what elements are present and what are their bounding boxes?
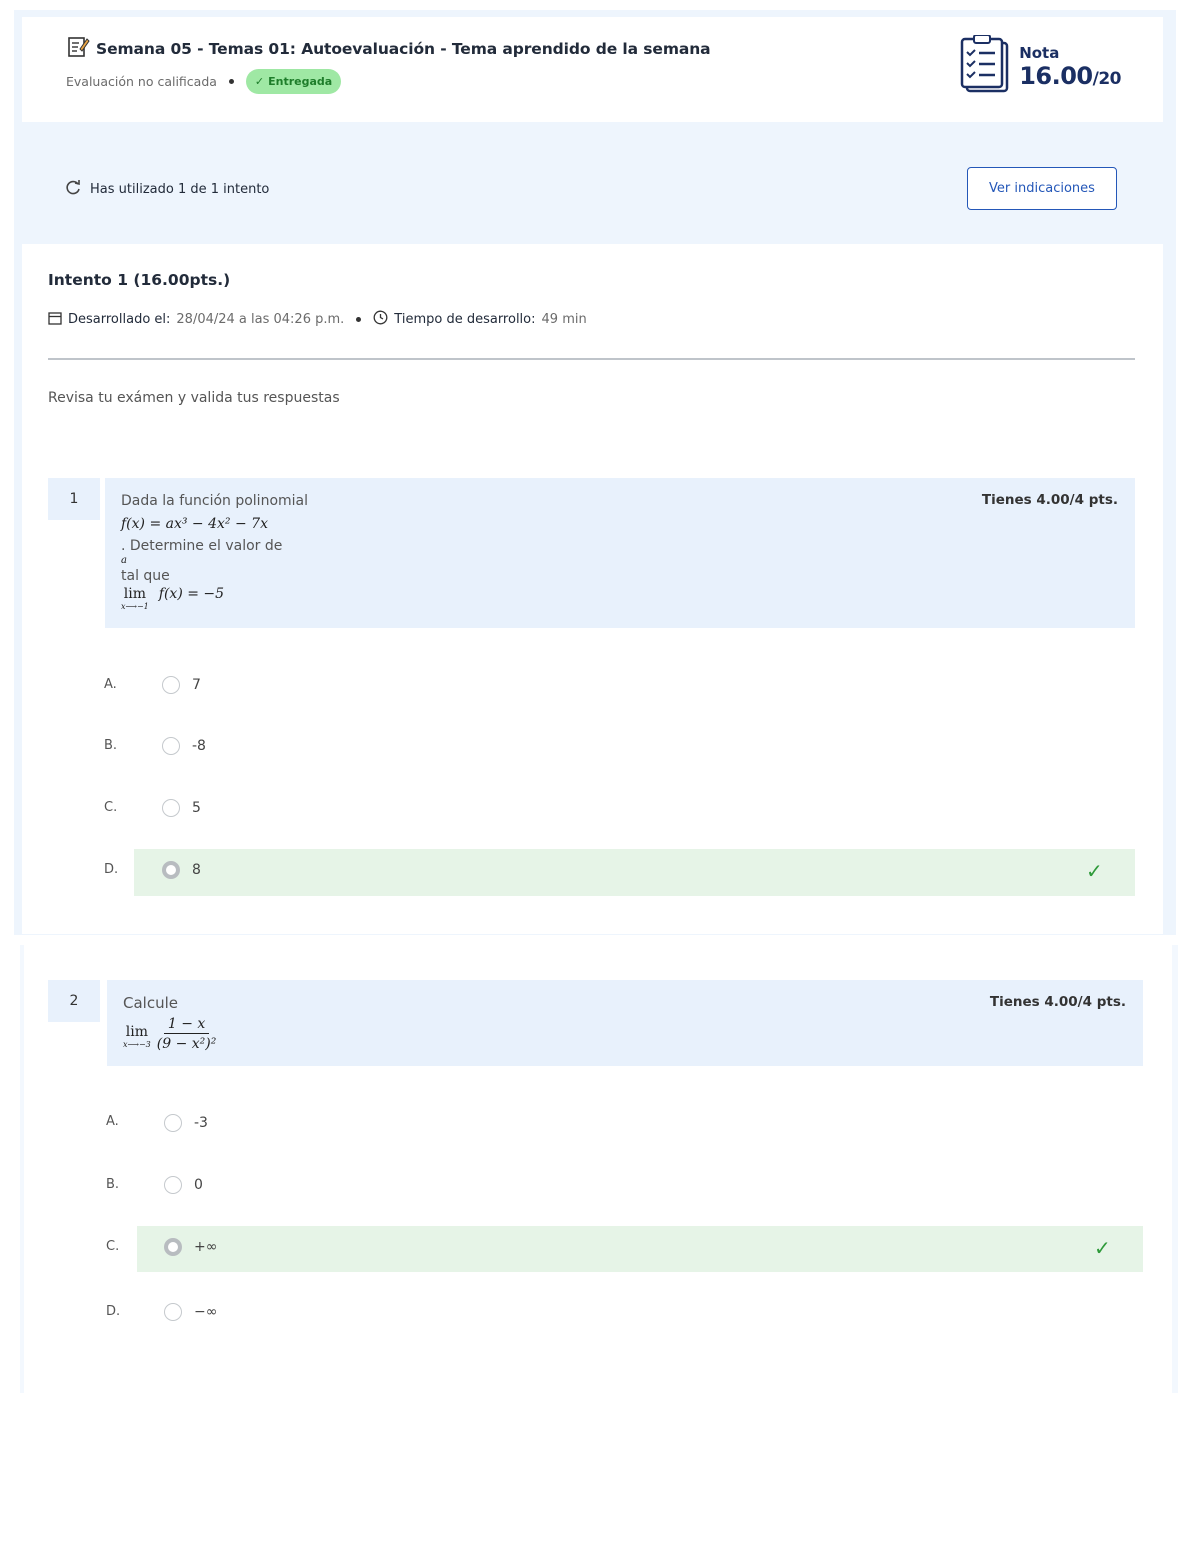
- question-1-score: [982, 492, 1118, 508]
- question-1-text: [121, 490, 308, 611]
- radio-button-selected[interactable]: [162, 861, 180, 879]
- radio-button[interactable]: [164, 1176, 182, 1194]
- option-a[interactable]: [164, 1114, 208, 1132]
- refresh-icon: [64, 178, 82, 200]
- grade-text: [1019, 44, 1121, 90]
- option-c[interactable]: [164, 1238, 217, 1256]
- question-1-limit: [121, 586, 308, 611]
- lim-symbol: lim: [125, 1024, 148, 1040]
- evaluation-info: [66, 69, 341, 94]
- question-1-var: a: [121, 555, 127, 566]
- review-instructions: Revisa tu exámen y valida tus respuestas: [48, 390, 340, 406]
- option-letter: D.: [104, 862, 119, 877]
- evaluation-type: Evaluación no calificada: [66, 74, 217, 89]
- attempts-info: [64, 178, 269, 200]
- radio-button-selected[interactable]: [164, 1238, 182, 1256]
- grade-score: 16.00: [1019, 62, 1093, 90]
- question-2-limit: [123, 1015, 216, 1054]
- grade-label: Nota: [1019, 44, 1060, 62]
- checkmark-icon: ✓: [1086, 859, 1103, 883]
- question-1-cond: tal que: [121, 568, 170, 584]
- grade-block: [959, 35, 1121, 99]
- checkmark-icon: ✓: [1094, 1236, 1111, 1260]
- grade-value: [1019, 62, 1121, 90]
- radio-button[interactable]: [164, 1114, 182, 1132]
- grade-max: /20: [1092, 69, 1121, 89]
- status-badge: [246, 69, 341, 94]
- score-value: 4.00/4 pts.: [1036, 492, 1118, 508]
- attempt-title: Intento 1 (16.00pts.): [48, 271, 231, 289]
- fraction-denominator: (9 − x²)²: [156, 1036, 217, 1052]
- question-1-limit-sub: x⟶−1: [121, 602, 149, 611]
- status-badge-label: Entregada: [268, 75, 333, 88]
- option-value: 8: [192, 862, 201, 878]
- question-2-intro: Calcule: [123, 994, 178, 1012]
- option-d[interactable]: [162, 861, 201, 879]
- separator-dot: [356, 317, 361, 322]
- radio-button[interactable]: [162, 737, 180, 755]
- question-1-limit-expr: f(x) = −5: [158, 586, 225, 602]
- option-letter: A.: [106, 1114, 119, 1129]
- option-value: −∞: [194, 1304, 218, 1320]
- question-1-box: [105, 478, 1135, 628]
- developed-value: 28/04/24 a las 04:26 p.m.: [176, 312, 345, 327]
- score-value: 4.00/4 pts.: [1044, 994, 1126, 1010]
- question-2-text: [123, 992, 216, 1054]
- option-letter: A.: [104, 677, 117, 692]
- option-value: -3: [194, 1115, 208, 1131]
- option-letter: C.: [106, 1239, 120, 1254]
- option-value: -8: [192, 738, 206, 754]
- checkmark-icon: ✓: [254, 75, 265, 88]
- question-1-mid: . Determine el valor de: [121, 538, 283, 554]
- fraction-numerator: 1 − x: [164, 1015, 209, 1034]
- time-value: 49 min: [541, 312, 587, 327]
- time-label: Tiempo de desarrollo:: [394, 312, 536, 327]
- option-letter: B.: [106, 1177, 120, 1192]
- separator-dot: [229, 79, 234, 84]
- radio-button[interactable]: [164, 1303, 182, 1321]
- option-b[interactable]: [162, 737, 206, 755]
- attempts-text: Has utilizado 1 de 1 intento: [90, 181, 270, 197]
- edit-document-icon: [66, 35, 90, 63]
- question-1-formula: f(x) = ax³ − 4x² − 7x: [121, 516, 268, 532]
- divider: [48, 358, 1135, 360]
- page-title: Semana 05 - Temas 01: Autoevaluación - Tema aprendido de la semana: [96, 40, 711, 58]
- lim-symbol: lim: [123, 586, 146, 602]
- option-value: 5: [192, 800, 201, 816]
- correct-answer-highlight: [134, 849, 1135, 896]
- question-2-score: [990, 994, 1126, 1010]
- option-c[interactable]: [162, 799, 201, 817]
- question-2-limit-sub: x⟶−3: [123, 1040, 151, 1049]
- radio-button[interactable]: [162, 676, 180, 694]
- view-instructions-button[interactable]: Ver indicaciones: [967, 167, 1117, 210]
- radio-button[interactable]: [162, 799, 180, 817]
- question-1-intro: Dada la función polinomial: [121, 493, 309, 509]
- clock-icon: [373, 310, 388, 329]
- option-b[interactable]: [164, 1176, 203, 1194]
- question-number: 2: [48, 980, 100, 1022]
- option-d[interactable]: [164, 1303, 217, 1321]
- clipboard-list-icon: [959, 35, 1011, 99]
- title-row: [66, 35, 711, 63]
- score-prefix: Tienes: [989, 994, 1040, 1010]
- option-letter: C.: [104, 800, 118, 815]
- option-value: 7: [192, 677, 201, 693]
- attempt-meta: [48, 310, 587, 329]
- calendar-icon: [48, 311, 62, 329]
- option-value: 0: [194, 1177, 203, 1193]
- option-value: +∞: [194, 1239, 218, 1255]
- option-a[interactable]: [162, 676, 201, 694]
- question-number: 1: [48, 478, 100, 520]
- developed-label: Desarrollado el:: [68, 312, 171, 327]
- option-letter: B.: [104, 738, 118, 753]
- correct-answer-highlight: [137, 1226, 1143, 1272]
- option-letter: D.: [106, 1304, 121, 1319]
- question-2-fraction: [157, 1015, 217, 1054]
- header-card: [22, 17, 1163, 122]
- question-2-box: [107, 980, 1143, 1066]
- score-prefix: Tienes: [981, 492, 1032, 508]
